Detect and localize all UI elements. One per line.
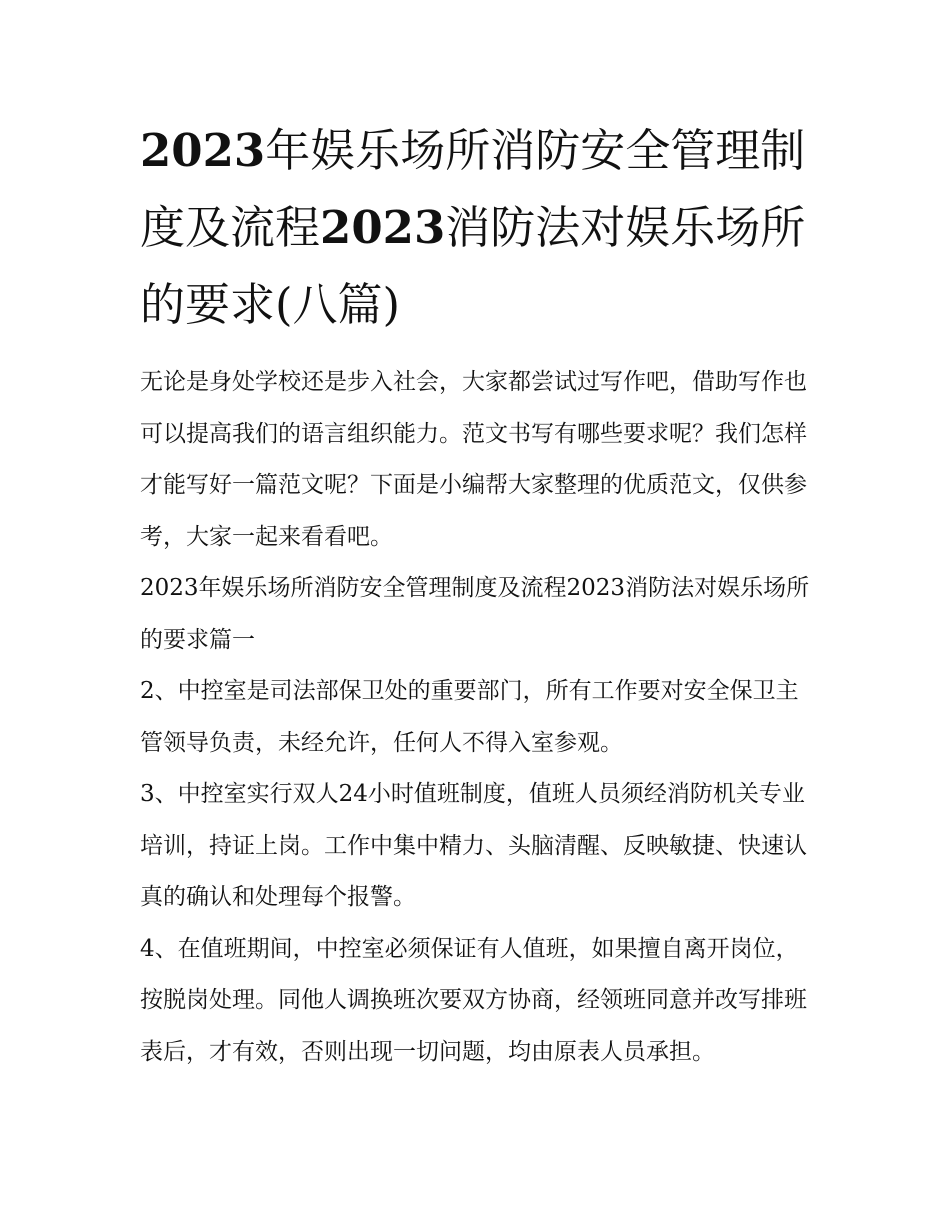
title-part-1: 年娱乐场所消防安全管理制度及流程: [140, 124, 806, 254]
title-year-2: 2023: [320, 201, 446, 254]
document-title: [140, 112, 820, 343]
paragraph-item-4: 4、在值班期间，中控室必须保证有人值班，如果擅自离开岗位，按脱岗处理。同他人调换班次要双方协商，经领班同意并改写排班表后，才有效，否则出现一切问题，均由原表人员承担。: [140, 935, 807, 1065]
title-part-2: 消防法对娱乐场所的要求(八篇): [140, 201, 806, 331]
document-body: [140, 357, 820, 1078]
title-year-1: 2023: [140, 124, 266, 177]
document-page: [140, 112, 820, 1078]
section-heading: 2023年娱乐场所消防安全管理制度及流程2023消防法对娱乐场所的要求篇一: [140, 575, 810, 653]
paragraph-item-3: 3、中控室实行双人24小时值班制度，值班人员须经消防机关专业培训，持证上岗。工作中集中精力、头脑清醒、反映敏捷、快速认真的确认和处理每个报警。: [140, 781, 807, 910]
paragraph-item-2: 2、中控室是司法部保卫处的重要部门，所有工作要对安全保卫主管领导负责，未经允许，任何人不得入室参观。: [140, 678, 799, 756]
intro-paragraph: 无论是身处学校还是步入社会，大家都尝试过写作吧，借助写作也可以提高我们的语言组织能力。范文书写有哪些要求呢？我们怎样才能写好一篇范文呢？下面是小编帮大家整理的优质范文，仅供参考，大家一起来看看吧。: [140, 369, 807, 550]
